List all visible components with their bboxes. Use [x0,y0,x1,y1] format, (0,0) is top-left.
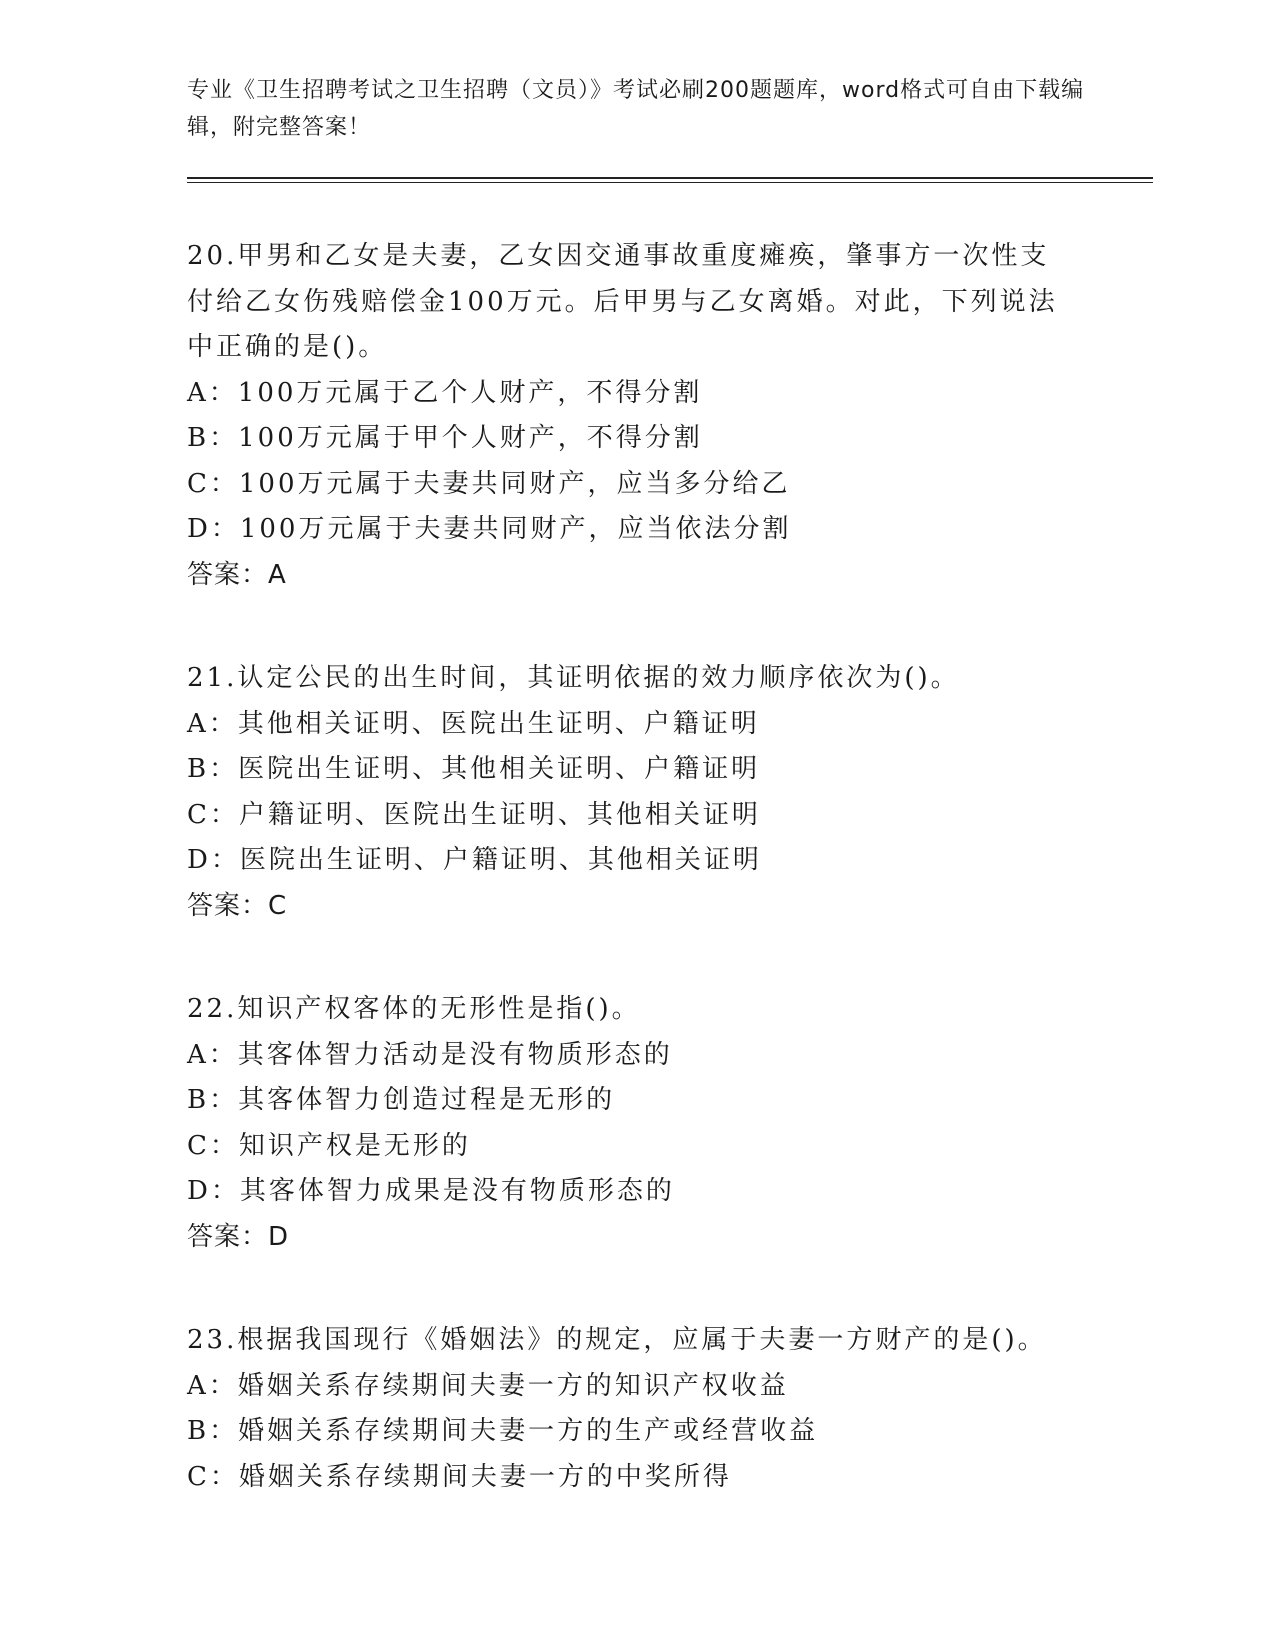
document-header: 专业《卫生招聘考试之卫生招聘（文员）》考试必刷200题题库，word格式可自由下载编辑，附完整答案！ [187,78,1085,140]
option-a: A：其客体智力活动是没有物质形态的 [187,1039,673,1070]
question-text: 21.认定公民的出生时间，其证明依据的效力顺序依次为()。 [187,663,960,693]
option-d: D：100万元属于夫妻共同财产，应当依法分割 [187,514,792,544]
question-text: 22.知识产权客体的无形性是指()。 [187,994,641,1024]
option-b: B：医院出生证明、其他相关证明、户籍证明 [187,754,761,784]
question-20 [187,234,1147,598]
question-text: 20.甲男和乙女是夫妻，乙女因交通事故重度瘫痪，肇事方一次性支付给乙女伤残赔偿金100万元。后甲男与乙女离婚。对此，下列说法中正确的是()。 [187,241,1058,362]
option-d: D：医院出生证明、户籍证明、其他相关证明 [187,845,762,875]
question-21 [187,656,1147,929]
option-b: B：婚姻关系存续期间夫妻一方的生产或经营收益 [187,1416,819,1446]
question-23 [187,1318,1147,1500]
option-b: B：其客体智力创造过程是无形的 [187,1085,616,1115]
option-c: C：户籍证明、医院出生证明、其他相关证明 [187,799,761,830]
option-b: B：100万元属于甲个人财产，不得分割 [187,423,703,453]
question-list [187,234,1147,1558]
option-a: A：100万元属于乙个人财产，不得分割 [187,377,703,408]
question-22 [187,987,1147,1260]
option-a: A：婚姻关系存续期间夫妻一方的知识产权收益 [187,1370,789,1401]
option-c: C：100万元属于夫妻共同财产，应当多分给乙 [187,468,791,499]
option-d: D：其客体智力成果是没有物质形态的 [187,1176,675,1206]
option-a: A：其他相关证明、医院出生证明、户籍证明 [187,708,760,739]
question-text: 23.根据我国现行《婚姻法》的规定，应属于夫妻一方财产的是()。 [187,1325,1047,1355]
answer: 答案：A [187,559,287,590]
option-c: C：知识产权是无形的 [187,1130,471,1161]
answer: 答案：D [187,1221,290,1252]
option-c: C：婚姻关系存续期间夫妻一方的中奖所得 [187,1461,732,1492]
answer: 答案：C [187,890,288,921]
header-divider [187,177,1153,183]
